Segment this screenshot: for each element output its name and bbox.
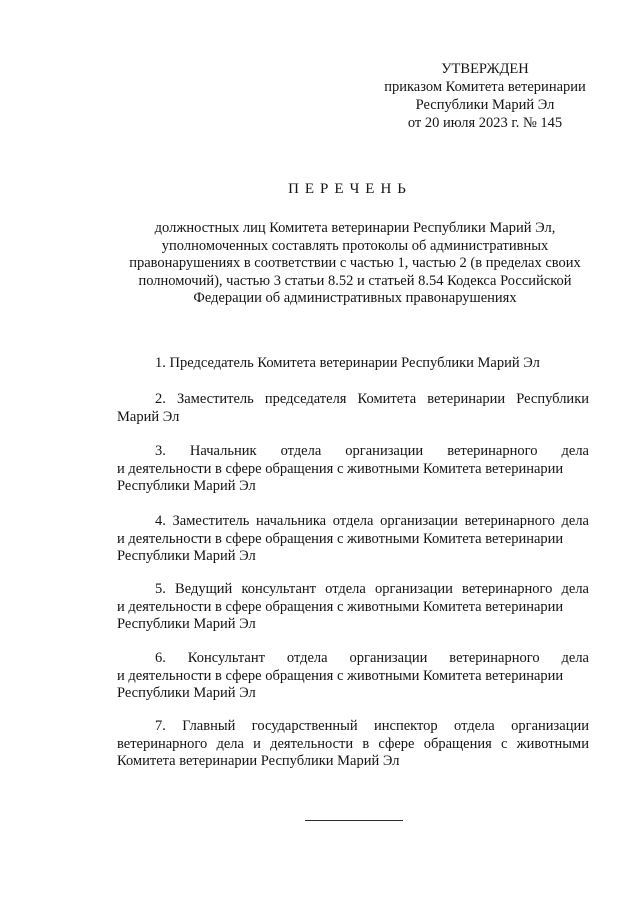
list-item-line: 5. Ведущий консультант отдела организации ветеринарного дела (155, 581, 589, 597)
end-of-document-rule (305, 820, 403, 821)
subtitle-line: Федерации об административных правонарушениях (193, 290, 517, 306)
list-item-line: Республики Марий Эл (117, 548, 256, 564)
subtitle-line: уполномоченных составлять протоколы об административных (161, 237, 549, 254)
list-item-line: и деятельности в сфере обращения с животными Комитета ветеринарии (117, 667, 564, 684)
approval-order-line: приказом Комитета ветеринарии (384, 79, 586, 95)
approval-republic-line: Республики Марий Эл (415, 97, 555, 113)
subtitle-line: должностных лиц Комитета ветеринарии Республики Марий Эл, (154, 220, 556, 236)
list-item-line: Республики Марий Эл (117, 478, 256, 494)
list-item-line: и деятельности в сфере обращения с животными Комитета ветеринарии (117, 598, 564, 615)
list-item-5 (117, 581, 589, 634)
list-item-line: и деятельности в сфере обращения с животными Комитета ветеринарии (117, 530, 564, 547)
list-item-line: и деятельности в сфере обращения с животными Комитета ветеринарии (117, 460, 564, 477)
list-item-line: 3. Начальник отдела организации ветеринарного дела (155, 443, 589, 459)
list-item-line: Республики Марий Эл (117, 685, 256, 701)
list-item-line: 1. Председатель Комитета ветеринарии Республики Марий Эл (155, 355, 540, 371)
approval-heading: УТВЕРЖДЕН (441, 61, 529, 77)
list-item-line: 2. Заместитель председателя Комитета ветеринарии Республики (155, 391, 589, 407)
subtitle-line: полномочий), частью 3 статьи 8.52 и статьей 8.54 Кодекса Российской (138, 272, 572, 289)
list-item-2 (117, 391, 589, 426)
subtitle-line: правонарушениях в соответствии с частью 1, частью 2 (в пределах своих (129, 255, 581, 271)
list-item-4 (117, 513, 589, 566)
list-item-line: Комитета ветеринарии Республики Марий Эл (117, 753, 400, 769)
list-item-1 (117, 355, 589, 373)
list-item-6 (117, 650, 589, 703)
list-item-7 (117, 718, 589, 771)
list-item-line: Республики Марий Эл (117, 616, 256, 632)
document-subtitle (120, 220, 590, 308)
document-title: ПЕРЕЧЕНЬ (288, 181, 412, 197)
list-item-line: 4. Заместитель начальника отдела организации ветеринарного дела (155, 513, 589, 529)
list-item-line: ветеринарного дела и деятельности в сфере обращения с животными (117, 735, 589, 752)
list-item-line: Марий Эл (117, 408, 180, 425)
approval-date-line: от 20 июля 2023 г. № 145 (407, 115, 563, 131)
list-item-line: 6. Консультант отдела организации ветеринарного дела (155, 650, 589, 666)
list-item-line: 7. Главный государственный инспектор отдела организации (155, 718, 589, 734)
approval-stamp-block (360, 60, 610, 132)
list-item-3 (117, 443, 589, 496)
